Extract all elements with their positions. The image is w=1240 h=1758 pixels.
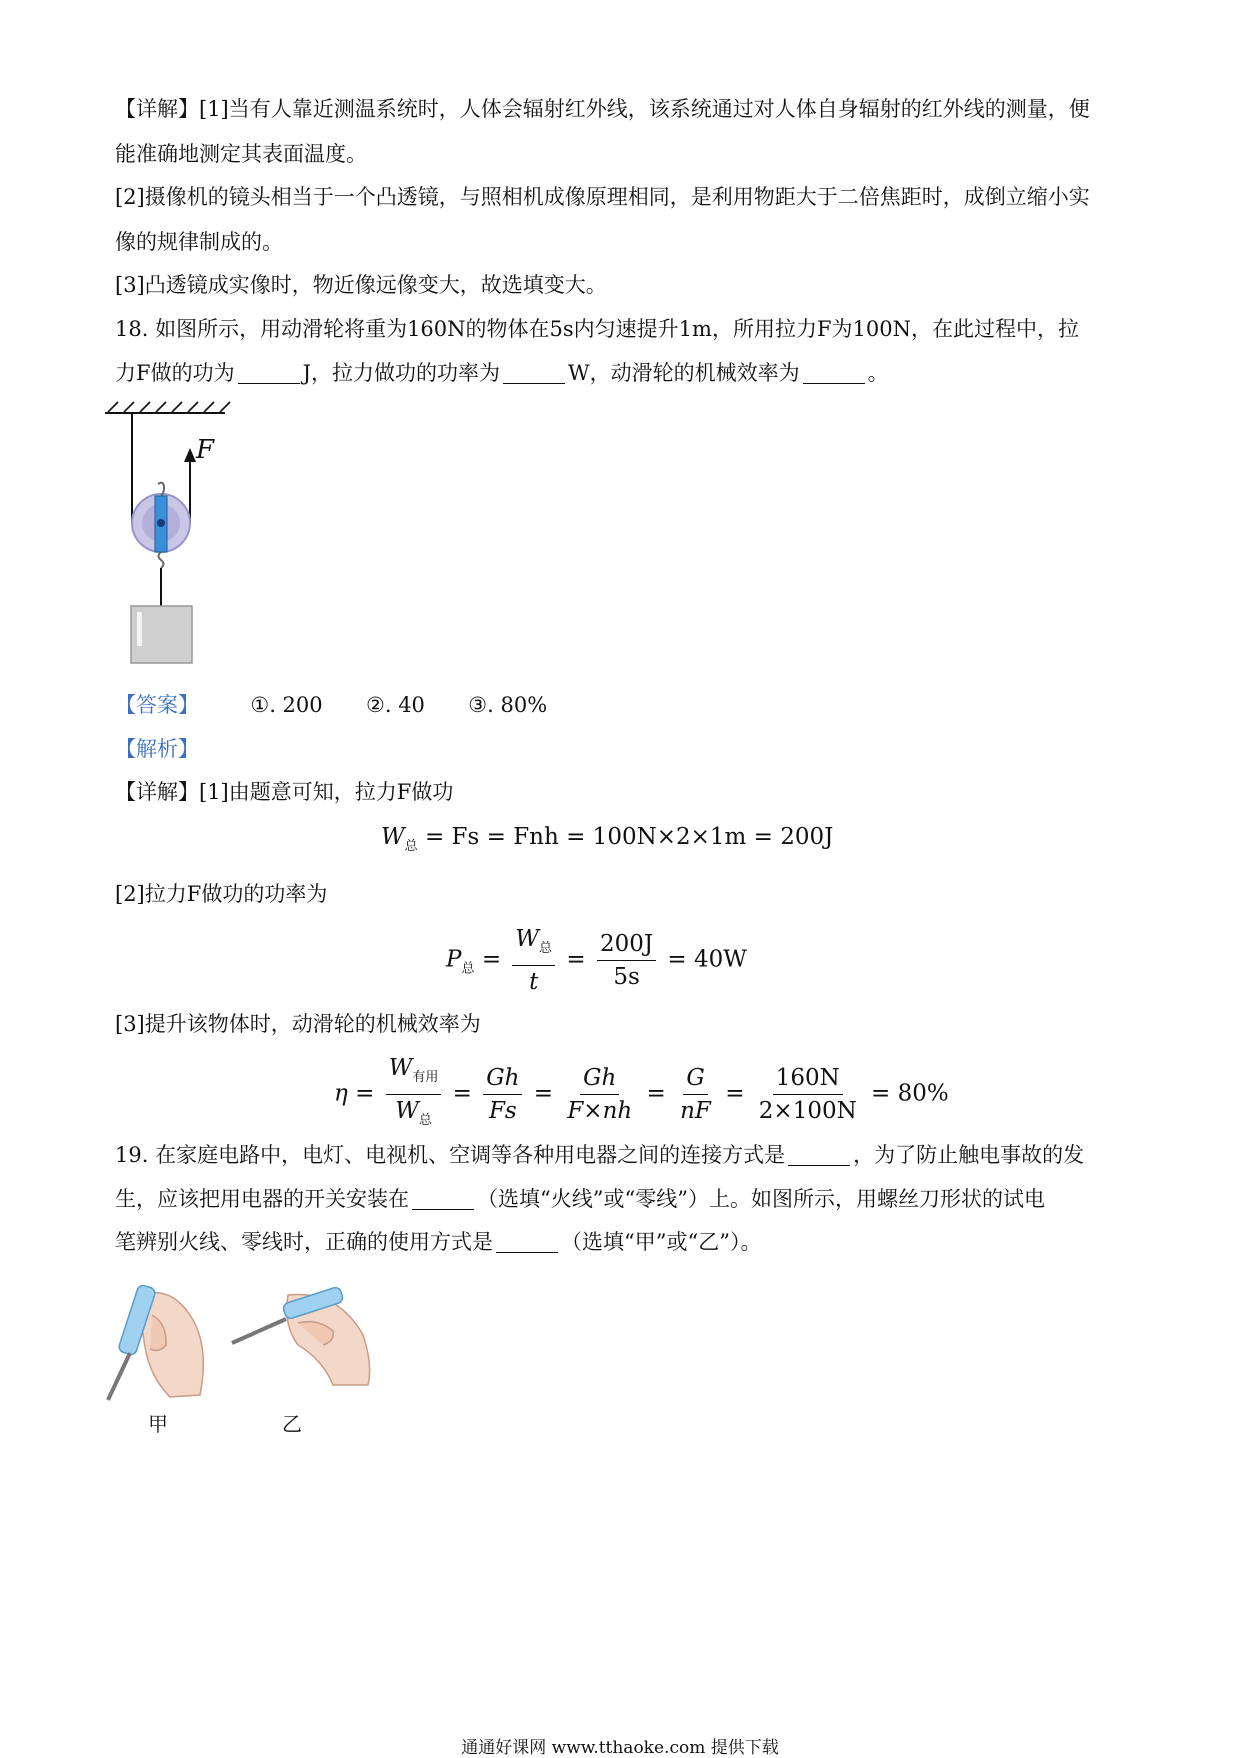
detail-q18-3: [3]提升该物体时，动滑轮的机械效率为	[115, 1012, 481, 1036]
page-footer: 通通好课网 www.tthaoke.com 提供下载	[461, 1738, 779, 1758]
answer-blank	[803, 363, 865, 384]
question-19-line3: 笔辨别火线、零线时，正确的使用方式是 （选填“甲”或“乙”）。	[115, 1230, 762, 1254]
detail-paragraph-2-cont: 像的规律制成的。	[115, 230, 283, 254]
question-19-line2: 生，应该把用电器的开关安装在 （选填“火线”或“零线”）上。如图所示，用螺丝刀形状的试电	[115, 1187, 1045, 1211]
answer-2: ②. 40	[366, 693, 425, 717]
question-18-line2: 力F做的功为 J，拉力做功的功率为 W，动滑轮的机械效率为 。	[115, 361, 889, 385]
caption-yi: 乙	[282, 1412, 302, 1436]
formula-power: $P_总$ = $\frac{W_总}{t}$ = $\frac{200J}{5s}$ = 40W	[446, 926, 747, 995]
detail-paragraph-1: 【详解】[1]当有人靠近测温系统时，人体会辐射红外线，该系统通过对人体自身辐射的红外线的测量，便	[115, 97, 1090, 121]
detail-paragraph-1-cont: 能准确地测定其表面温度。	[115, 142, 367, 166]
answer-blank	[788, 1145, 850, 1166]
answer-label: 【答案】	[115, 693, 199, 717]
detail-q18-2: [2]拉力F做功的功率为	[115, 882, 328, 906]
answer-blank	[503, 363, 565, 384]
caption-jia: 甲	[148, 1412, 168, 1436]
answer-line	[115, 692, 1125, 718]
test-pen-jia-figure	[100, 1275, 210, 1405]
detail-q18-1: 【详解】[1]由题意可知，拉力F做功	[115, 780, 454, 804]
detail-paragraph-2: [2]摄像机的镜头相当于一个凸透镜，与照相机成像原理相同，是利用物距大于二倍焦距时，成倒立缩小实	[115, 185, 1090, 209]
pulley-figure	[100, 398, 250, 678]
answer-blank	[238, 363, 300, 384]
force-label: F	[196, 435, 215, 465]
answer-blank	[496, 1232, 558, 1253]
formula-efficiency: η = $\frac{W_{有用}}{W_总}$ = $\frac{Gh}{Fs}$ = $\frac{Gh}{F\times nh}$ = $\frac{G}{nF}$ = $\frac{160N}{2\times 100N}$ = 80%	[334, 1055, 949, 1128]
analysis-label: 【解析】	[115, 737, 199, 761]
detail-paragraph-3: [3]凸透镜成实像时，物近像远像变大，故选填变大。	[115, 273, 607, 297]
answer-blank	[412, 1189, 474, 1210]
test-pen-yi-figure	[228, 1275, 378, 1390]
question-19-line1: 19. 在家庭电路中，电灯、电视机、空调等各种用电器之间的连接方式是 ，为了防止触电事故的发	[115, 1143, 1085, 1167]
formula-work: $W_总 = Fs$ = Fnh = 100N×2×1m = 200J	[381, 824, 834, 854]
answer-1: ①. 200	[250, 693, 323, 717]
answer-3: ③. 80%	[468, 693, 548, 717]
question-18-line1: 18. 如图所示，用动滑轮将重为160N的物体在5s内匀速提升1m，所用拉力F为100N，在此过程中，拉	[115, 317, 1079, 341]
